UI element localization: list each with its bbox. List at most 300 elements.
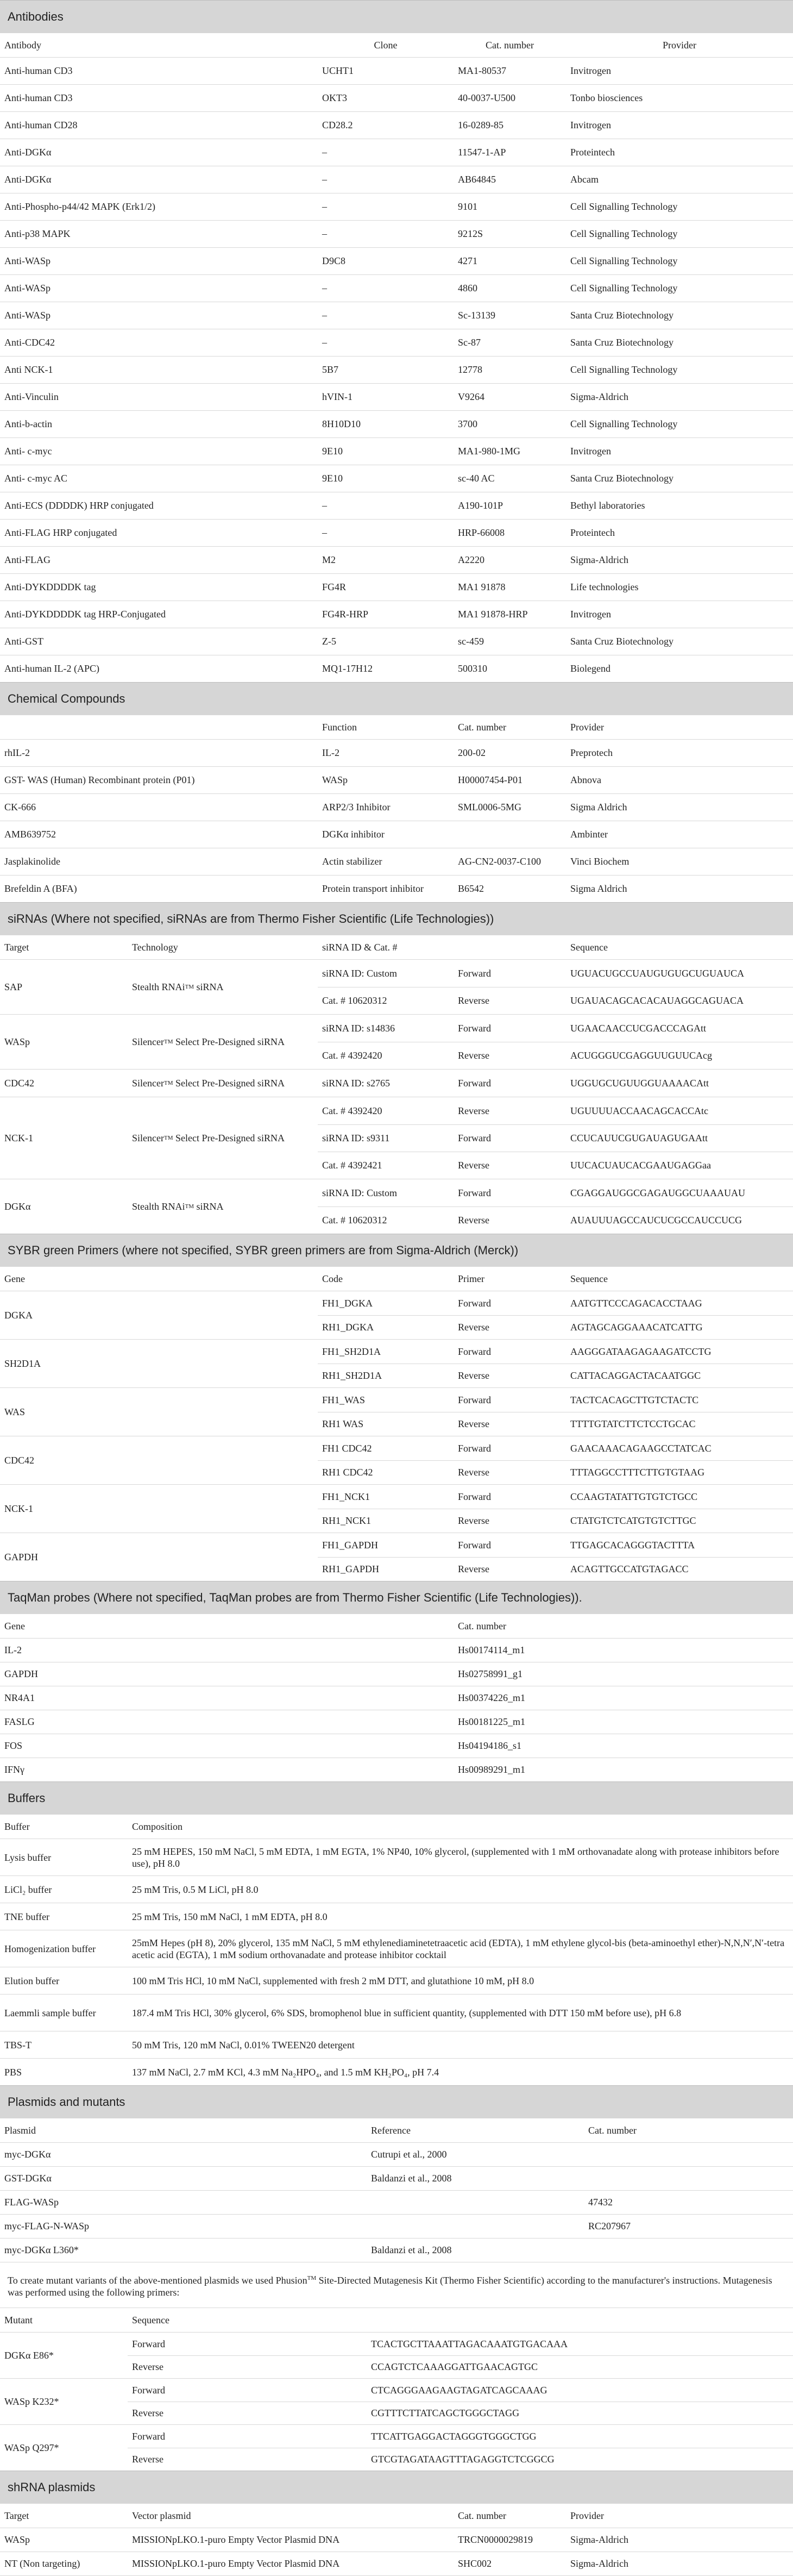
table-cell: GAACAAACAGAAGCCTATCAC <box>570 1442 712 1454</box>
column-header: Sequence <box>570 941 608 953</box>
section-title: Buffers <box>8 1791 46 1805</box>
section-title: Antibodies <box>8 9 64 23</box>
table-cell: UCHT1 <box>322 65 354 76</box>
table-cell: Cat. # 10620312 <box>322 1215 387 1226</box>
table-cell: FG4R-HRP <box>322 609 369 620</box>
table-row <box>318 960 793 987</box>
table-cell: Forward <box>458 1346 491 1357</box>
table-cell: Reverse <box>458 1564 489 1574</box>
technology-text: Select Pre-Designed siRNA <box>173 1132 285 1143</box>
mutant-rows <box>0 2332 793 2471</box>
table-cell: Anti- c-myc <box>4 446 52 457</box>
table-cell: FH1 CDC42 <box>322 1442 372 1454</box>
table-cell: Anti-human IL-2 (APC) <box>4 663 99 674</box>
table-cell: Actin stabilizer <box>322 856 382 867</box>
table-cell: Invitrogen <box>570 609 611 620</box>
table-cell: WASp <box>4 2534 30 2545</box>
table-cell: – <box>322 310 327 321</box>
section-header-sirnas <box>0 902 793 935</box>
technology-superscript: TM <box>163 1135 173 1141</box>
technology-text: Stealth RNAi <box>132 981 185 992</box>
table-cell: Baldanzi et al., 2008 <box>371 2244 452 2255</box>
table-cell: Anti-human CD28 <box>4 120 78 130</box>
section-title: siRNAs (Where not specified, siRNAs are from Thermo Fisher Scientific (Life Technologies)) <box>8 911 494 926</box>
table-cell: IL-2 <box>4 1645 22 1655</box>
table-row <box>0 1994 793 2031</box>
table-row <box>0 329 793 356</box>
table-header-row <box>0 2503 793 2528</box>
table-row <box>318 1509 793 1533</box>
table-cell: Forward <box>132 2430 165 2442</box>
table-cell: A2220 <box>458 554 484 565</box>
column-header: Cat. number <box>458 721 506 733</box>
table-cell: Santa Cruz Biotechnology <box>570 310 674 321</box>
column-header: Provider <box>570 721 604 733</box>
sirna-technology <box>128 1179 318 1234</box>
gene-name: CDC42 <box>4 1454 35 1466</box>
sirna-group <box>0 1097 793 1179</box>
table-cell: CTATGTCTCATGTGTCTTGC <box>570 1515 696 1526</box>
technology-text: siRNA <box>194 1201 224 1212</box>
table-row <box>0 1875 793 1903</box>
section-header-buffers <box>0 1781 793 1814</box>
table-cell: UGGUGCUGUUGGUAAAACAtt <box>570 1077 709 1089</box>
column-header: Vector plasmid <box>132 2510 191 2521</box>
table-cell: Santa Cruz Biotechnology <box>570 337 674 348</box>
table-cell: 11547-1-AP <box>458 147 506 158</box>
section-header-sybr <box>0 1234 793 1266</box>
table-cell: Sigma Aldrich <box>570 883 627 894</box>
sirna-rows <box>0 959 793 1234</box>
note-text: Site-Directed Mutagenesis Kit (Thermo Fisher Scientific) according to the manufacturer's instructions. Mutagenesis was performed using the following primers: <box>8 2274 772 2298</box>
sirna-target: CDC42 <box>4 1077 35 1089</box>
table-cell: myc-DGKα L360* <box>4 2244 79 2255</box>
table-cell: Ambinter <box>570 829 608 840</box>
table-cell: Reverse <box>458 1418 489 1429</box>
section-header-chemicals <box>0 682 793 715</box>
section-title: Chemical Compounds <box>8 691 125 705</box>
table-cell: 9E10 <box>322 446 343 457</box>
table-cell: siRNA ID: s9311 <box>322 1133 390 1143</box>
table-cell: – <box>322 500 327 511</box>
table-cell: Reverse <box>458 995 489 1006</box>
table-cell: FLAG-WASp <box>4 2197 59 2208</box>
technology-text: Silencer <box>132 1077 164 1089</box>
table-cell: MA1 91878-HRP <box>458 609 528 620</box>
table-cell: MA1-980-1MG <box>458 446 520 457</box>
table-row <box>0 2214 793 2238</box>
table-cell: 25 mM Tris, 0.5 M LiCl, pH 8.0 <box>132 1884 259 1895</box>
table-row <box>318 1042 793 1069</box>
sirna-technology <box>128 1015 318 1069</box>
table-cell: Forward <box>458 1077 491 1089</box>
table-row <box>0 57 793 84</box>
table-cell: Abnova <box>570 774 601 785</box>
table-cell: DGKα inhibitor <box>322 829 385 840</box>
table-row <box>128 2355 793 2378</box>
table-cell: Forward <box>458 1394 491 1405</box>
table-cell: Cell Signalling Technology <box>570 283 678 293</box>
table-cell: 3700 <box>458 418 477 429</box>
column-header: Technology <box>132 941 178 953</box>
table-cell: UGUACUGCCUAUGUGUGCUGUAUCA <box>570 967 745 979</box>
table-cell: AGTAGCAGGAAACATCATTG <box>570 1322 703 1333</box>
table-row <box>128 2333 793 2355</box>
column-header: Cat. number <box>588 2124 637 2136</box>
table-cell: AAGGGATAAGAGAAGATCCTG <box>570 1346 712 1357</box>
table-row <box>318 1070 793 1097</box>
table-cell: Reverse <box>458 1322 489 1333</box>
table-cell: PBS <box>4 2066 22 2078</box>
table-cell: CCUCAUUCGUGAUAGUGAAtt <box>570 1133 708 1143</box>
table-cell: Invitrogen <box>570 446 611 457</box>
sirna-group <box>0 959 793 1014</box>
technology-text: Select Pre-Designed siRNA <box>173 1077 285 1089</box>
table-cell: sc-459 <box>458 636 484 647</box>
table-row <box>0 274 793 302</box>
table-cell: RH1_GAPDH <box>322 1564 380 1574</box>
table-cell: Anti-WASp <box>4 255 51 266</box>
table-row <box>0 2058 793 2085</box>
technology-text: Select Pre-Designed siRNA <box>173 1036 285 1047</box>
table-cell: RH1 WAS <box>322 1418 364 1429</box>
table-cell: Hs04194186_s1 <box>458 1740 522 1751</box>
table-cell: Cell Signalling Technology <box>570 255 678 266</box>
table-cell: Cutrupi et al., 2000 <box>371 2149 447 2160</box>
mutagenesis-note <box>0 2262 793 2308</box>
section-header-shrna <box>0 2471 793 2503</box>
table-cell: Forward <box>458 1442 491 1454</box>
table-header-row <box>0 2118 793 2142</box>
mutant-name: WASp Q297* <box>4 2442 59 2453</box>
table-cell: Brefeldin A (BFA) <box>4 883 77 894</box>
table-cell: AB64845 <box>458 174 496 185</box>
table-cell: MQ1-17H12 <box>322 663 373 674</box>
table-cell: ACUGGGUCGAGGUUGUUCAcg <box>570 1050 712 1061</box>
table-row <box>0 2031 793 2058</box>
table-cell: Lysis buffer <box>4 1852 52 1863</box>
table-row <box>0 247 793 274</box>
column-header: Sequence <box>132 2314 169 2325</box>
table-cell: IL-2 <box>322 747 339 758</box>
table-cell: TTTAGGCCTTTCTTGTGTAAG <box>570 1467 705 1478</box>
table-cell: FOS <box>4 1740 23 1751</box>
table-cell: Anti-FLAG HRP conjugated <box>4 527 117 538</box>
table-cell: OKT3 <box>322 92 347 103</box>
sybr-group <box>0 1484 793 1533</box>
column-header: Antibody <box>4 39 42 51</box>
table-cell: RH1 CDC42 <box>322 1467 373 1478</box>
table-cell: Tonbo biosciences <box>570 92 643 103</box>
table-cell: Reverse <box>458 1160 489 1171</box>
table-cell: Cell Signalling Technology <box>570 201 678 212</box>
table-cell: Anti-human CD3 <box>4 92 73 103</box>
table-cell: – <box>322 174 327 185</box>
table-cell: Sigma-Aldrich <box>570 554 628 565</box>
column-header: Reference <box>371 2124 411 2136</box>
table-row <box>0 383 793 410</box>
table-cell: HRP-66008 <box>458 527 505 538</box>
table-cell: FH1_SH2D1A <box>322 1346 381 1357</box>
table-row <box>0 1839 793 1875</box>
table-cell: RH1_NCK1 <box>322 1515 372 1526</box>
table-cell: CCAGTCTCAAAGGATTGAACAGTGC <box>371 2361 538 2372</box>
table-cell: 9101 <box>458 201 477 212</box>
technology-superscript: TM <box>185 984 194 990</box>
table-cell: UUCACUAUCACGAAUGAGGaa <box>570 1160 711 1171</box>
table-cell: 16-0289-85 <box>458 120 504 130</box>
gene-name: WAS <box>4 1406 26 1417</box>
technology-superscript: TM <box>163 1039 173 1045</box>
table-cell: myc-DGKα <box>4 2149 51 2160</box>
table-cell: 50 mM Tris, 120 mM NaCl, 0.01% TWEEN20 detergent <box>132 2039 355 2050</box>
table-cell: CD28.2 <box>322 120 353 130</box>
table-cell: TNE buffer <box>4 1911 50 1922</box>
table-cell: FH1_DGKA <box>322 1297 373 1309</box>
table-cell: GTCGTAGATAAGTTTAGAGGTCTCGGCG <box>371 2454 555 2465</box>
table-cell: Anti-DYKDDDDK tag HRP-Conjugated <box>4 609 166 620</box>
table-cell: UGUUUUACCAACAGCACCAtc <box>570 1105 709 1116</box>
table-cell: Cat. # 10620312 <box>322 995 387 1006</box>
sybr-group <box>0 1533 793 1581</box>
table-cell: 25 mM HEPES, 150 mM NaCl, 5 mM EDTA, 1 mM EGTA, 1% NP40, 10% glycerol, (supplemented with 1 mM orthovanadate along with protease inhibitors before use), pH 8.0 <box>132 1846 779 1869</box>
table-cell: Forward <box>458 967 491 979</box>
table-row <box>0 193 793 220</box>
column-header: Target <box>4 2510 29 2521</box>
table-cell: 500310 <box>458 663 487 674</box>
table-cell: Forward <box>458 1539 491 1550</box>
table-cell: sc-40 AC <box>458 473 495 484</box>
table-cell: V9264 <box>458 391 484 402</box>
table-row <box>0 220 793 247</box>
table-cell: RC207967 <box>588 2221 631 2231</box>
table-cell: Hs00174114_m1 <box>458 1645 525 1655</box>
table-row <box>128 2402 793 2424</box>
table-cell: GST- WAS (Human) Recombinant protein (P01) <box>4 774 195 785</box>
table-cell: GST-DGKα <box>4 2173 52 2184</box>
column-header: Function <box>322 721 357 733</box>
table-row <box>318 1485 793 1509</box>
table-cell: FH1_WAS <box>322 1394 366 1405</box>
column-header: Sequence <box>570 1273 608 1284</box>
column-header: Gene <box>4 1273 25 1284</box>
technology-superscript: TM <box>185 1203 194 1210</box>
table-cell: Protein transport inhibitor <box>322 883 424 894</box>
table-cell: Santa Cruz Biotechnology <box>570 636 674 647</box>
table-cell: Invitrogen <box>570 120 611 130</box>
table-cell: Forward <box>458 1022 491 1034</box>
gene-name: DGKA <box>4 1309 33 1321</box>
gene-name: GAPDH <box>4 1551 39 1562</box>
table-cell: Hs02758991_g1 <box>458 1668 523 1679</box>
table-header-row <box>0 715 793 739</box>
table-cell: Reverse <box>458 1467 489 1478</box>
shrna-rows <box>0 2528 793 2576</box>
table-cell: Hs00181225_m1 <box>458 1716 526 1727</box>
table-cell: Hs00374226_m1 <box>458 1692 526 1703</box>
table-cell: Bethyl laboratories <box>570 500 645 511</box>
table-cell: Jasplakinolide <box>4 856 60 867</box>
note-text: To create mutant variants of the above-mentioned plasmids we used Phusion <box>8 2274 307 2286</box>
sybr-group <box>0 1291 793 1339</box>
table-header-row <box>0 935 793 959</box>
table-row <box>0 1686 793 1710</box>
table-cell: MISSIONpLKO.1-puro Empty Vector Plasmid DNA <box>132 2558 340 2569</box>
table-cell: 5B7 <box>322 364 339 375</box>
sirna-group <box>0 1179 793 1234</box>
mutant-name: DGKα E86* <box>4 2349 54 2361</box>
table-cell: Forward <box>458 1297 491 1309</box>
table-row <box>0 1967 793 1994</box>
section-title: TaqMan probes (Where not specified, TaqMan probes are from Thermo Fisher Scientific (Life Technologies)). <box>8 1590 582 1604</box>
table-cell: Elution buffer <box>4 1975 60 1986</box>
column-header: Plasmid <box>4 2124 36 2136</box>
table-row <box>318 1340 793 1364</box>
sirna-technology <box>128 1097 318 1179</box>
table-cell: Anti-DGKα <box>4 147 52 158</box>
column-header: Primer <box>458 1273 484 1284</box>
table-cell: ACAGTTGCCATGTAGACC <box>570 1564 689 1574</box>
table-cell: Anti-DYKDDDDK tag <box>4 582 96 592</box>
table-cell: TTGAGCACAGGGTACTTTA <box>570 1539 695 1550</box>
table-row <box>128 2379 793 2402</box>
table-cell: TTCATTGAGGACTAGGGTGGGCTGG <box>371 2430 537 2442</box>
table-cell: CATTACAGGACTACAATGGC <box>570 1370 701 1381</box>
table-row <box>0 111 793 139</box>
table-cell: Reverse <box>458 1515 489 1526</box>
column-header: Mutant <box>4 2314 33 2325</box>
table-row <box>0 875 793 902</box>
table-row <box>0 302 793 329</box>
table-header-row <box>0 2308 793 2332</box>
section-header-antibodies <box>0 0 793 33</box>
table-cell: Preprotech <box>570 747 613 758</box>
table-row <box>0 84 793 111</box>
table-cell: MA1 91878 <box>458 582 506 592</box>
table-cell: CGAGGAUGGCGAGAUGGCUAAAUAU <box>570 1187 745 1198</box>
table-row <box>318 1124 793 1152</box>
mutant-group <box>0 2424 793 2471</box>
table-cell: Reverse <box>132 2454 163 2465</box>
table-row <box>0 492 793 519</box>
table-cell: UGAUACAGCACACAUAGGCAGUACA <box>570 995 744 1006</box>
table-row <box>0 139 793 166</box>
column-header: Gene <box>4 1620 25 1631</box>
table-row <box>318 1460 793 1484</box>
table-cell: Proteintech <box>570 527 615 538</box>
sirna-group <box>0 1014 793 1069</box>
table-row <box>318 1152 793 1179</box>
table-cell: Anti-GST <box>4 636 43 647</box>
table-row <box>318 987 793 1014</box>
section-title: shRNA plasmids <box>8 2480 96 2494</box>
table-row <box>318 1291 793 1315</box>
gene-name: SH2D1A <box>4 1358 41 1369</box>
column-header: Provider <box>570 2510 604 2521</box>
table-row <box>318 1097 793 1124</box>
table-cell: siRNA ID: s2765 <box>322 1077 391 1089</box>
table-cell: Reverse <box>458 1370 489 1381</box>
table-cell: 4271 <box>458 255 477 266</box>
table-cell: Anti-WASp <box>4 310 51 321</box>
mutant-name: WASp K232* <box>4 2396 59 2407</box>
table-cell: 8H10D10 <box>322 418 361 429</box>
table-cell: 9E10 <box>322 473 343 484</box>
sybr-group <box>0 1339 793 1387</box>
table-cell: UGAACAACCUCGACCCAGAtt <box>570 1022 707 1034</box>
table-cell: NR4A1 <box>4 1692 35 1703</box>
table-cell: 187.4 mM Tris HCl, 30% glycerol, 6% SDS, bromophenol blue in sufficient quantity, (supplemented with DTT 150 mM before use), pH 6.8 <box>132 2007 682 2018</box>
table-row <box>0 1734 793 1758</box>
gene-name: NCK-1 <box>4 1503 33 1514</box>
table-cell: 40-0037-U500 <box>458 92 515 103</box>
table-cell: Anti-p38 MAPK <box>4 228 71 239</box>
table-header-row <box>0 1814 793 1839</box>
table-cell: rhIL-2 <box>4 747 30 758</box>
table-cell: RH1_SH2D1A <box>322 1370 382 1381</box>
table-cell: FH1_NCK1 <box>322 1491 370 1502</box>
table-header-row <box>0 1266 793 1291</box>
table-cell: siRNA ID: s14836 <box>322 1022 395 1034</box>
table-cell: Reverse <box>458 1215 489 1226</box>
table-cell: D9C8 <box>322 255 346 266</box>
note-superscript: TM <box>307 2274 317 2281</box>
table-row <box>128 2448 793 2471</box>
table-row <box>318 1412 793 1436</box>
table-cell: IFNγ <box>4 1764 24 1775</box>
table-cell: Anti-b-actin <box>4 418 52 429</box>
table-row <box>318 1533 793 1557</box>
table-cell: Anti-WASp <box>4 283 51 293</box>
table-row <box>0 573 793 601</box>
table-row <box>0 1662 793 1686</box>
table-row <box>0 465 793 492</box>
sirna-target: NCK-1 <box>4 1132 33 1143</box>
antibodies-rows <box>0 57 793 682</box>
table-cell: MISSIONpLKO.1-puro Empty Vector Plasmid DNA <box>132 2534 340 2545</box>
table-cell: Reverse <box>458 1050 489 1061</box>
table-cell: M2 <box>322 554 336 565</box>
sybr-group <box>0 1387 793 1436</box>
table-header-row <box>0 1614 793 1638</box>
column-header: Provider <box>663 39 696 51</box>
table-cell: FG4R <box>322 582 347 592</box>
technology-text: Silencer <box>132 1036 164 1047</box>
table-cell: Reverse <box>132 2408 163 2418</box>
table-row <box>0 437 793 465</box>
sirna-group <box>0 1069 793 1097</box>
table-cell: Cell Signalling Technology <box>570 364 678 375</box>
table-cell: 4860 <box>458 283 477 293</box>
column-header: Code <box>322 1273 343 1284</box>
chemicals-rows <box>0 739 793 902</box>
table-row <box>0 739 793 766</box>
table-cell: SML0006-5MG <box>458 802 522 812</box>
table-cell: Anti-Phospho-p44/42 MAPK (Erk1/2) <box>4 201 155 212</box>
mutant-group <box>0 2378 793 2424</box>
table-cell: – <box>322 147 327 158</box>
table-row <box>0 356 793 383</box>
table-cell: – <box>322 201 327 212</box>
table-cell: Abcam <box>570 174 599 185</box>
table-cell: CK-666 <box>4 802 36 812</box>
table-cell: FASLG <box>4 1716 35 1727</box>
table-cell: AG-CN2-0037-C100 <box>458 856 541 867</box>
table-cell: Forward <box>132 2384 165 2396</box>
buffers-rows <box>0 1839 793 2085</box>
table-row <box>0 1638 793 1662</box>
table-row <box>318 1557 793 1581</box>
